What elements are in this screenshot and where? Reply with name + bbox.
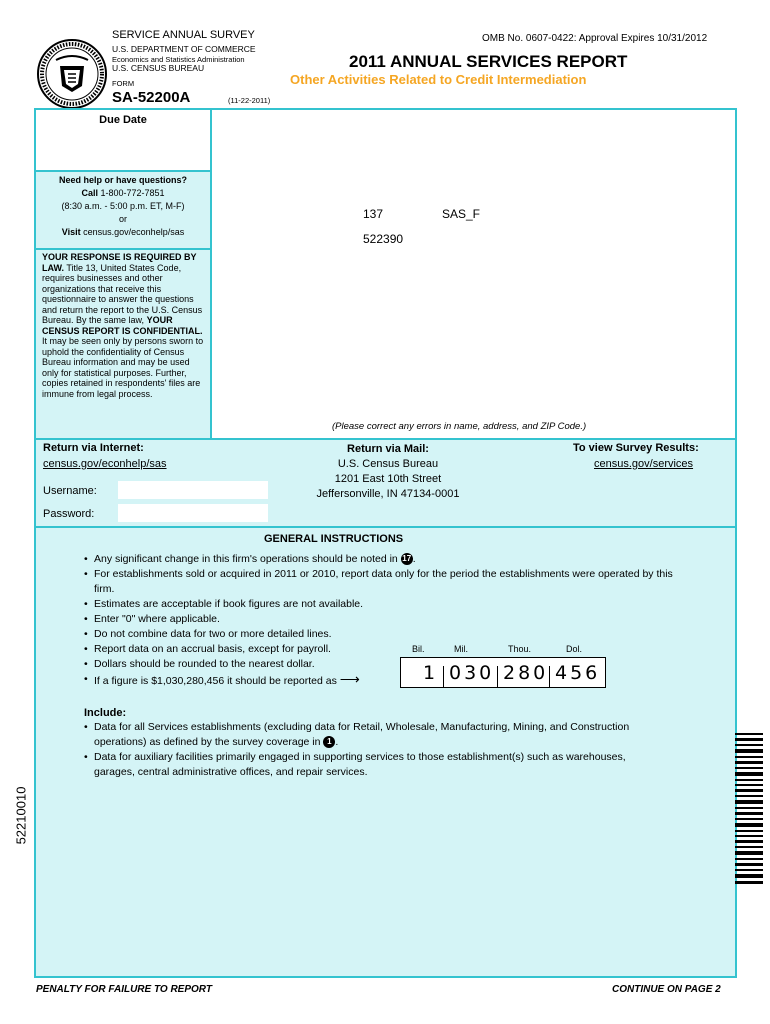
include-item: • Data for all Services establishments (excluding data for Retail, Wholesale, Manufacturing, Mining, and Construction operations) as defined by the survey coverage in 1 . (84, 720, 654, 750)
survey-results-link[interactable]: census.gov/services (594, 458, 694, 470)
col-header-bil: Bil. (412, 644, 425, 654)
commerce-seal-logo (36, 38, 108, 110)
call-label: Call (81, 188, 98, 198)
mail-address-line-3: Jeffersonville, IN 47134-0001 (316, 488, 460, 500)
mail-address-line-1: U.S. Census Bureau (337, 458, 439, 470)
return-internet-heading: Return via Internet: (43, 442, 144, 454)
help-url-link[interactable]: census.gov/econhelp/sas (83, 227, 185, 237)
instruction-item: • Estimates are acceptable if book figures are not available. (84, 597, 696, 612)
form-number: SA-52200A (112, 89, 191, 106)
instruction-item: • If a figure is $1,030,280,456 it should be reported as ⟶ (84, 672, 696, 689)
barcode-graphic (735, 733, 763, 886)
password-input[interactable] (118, 504, 268, 522)
instruction-item: • Do not combine data for two or more detailed lines. (84, 627, 696, 642)
help-phone: 1-800-772-7851 (100, 188, 165, 198)
address-correction-note: (Please correct any errors in name, address, and ZIP Code.) (332, 421, 587, 432)
instructions-heading: GENERAL INSTRUCTIONS (264, 533, 404, 545)
include-heading: Include: (84, 707, 127, 719)
instructions-section (36, 526, 735, 976)
form-date: (11-22-2011) (228, 96, 271, 105)
confidential-body-text: It may be seen only by persons sworn to uphold the confidentiality of Census Bureau information and may be used only for statistical purposes. Further, copies retained in respondents' files are immune from legal process. (42, 336, 204, 399)
instruction-item: • Dollars should be rounded to the nearest dollar. (84, 657, 696, 672)
visit-label: Visit (61, 227, 81, 237)
omb-number: OMB No. 0607-0422: Approval Expires 10/31/2012 (482, 33, 708, 44)
side-form-code: 52210010 (13, 786, 29, 845)
col-header-thou: Thou. (508, 644, 532, 654)
return-mail-heading: Return via Mail: (347, 443, 429, 455)
example-figure (400, 641, 606, 688)
instruction-item: • Enter "0" where applicable. (84, 612, 696, 627)
include-item: • Data for auxiliary facilities primarily engaged in supporting services to those establishment(s) such as warehouses, garages, central administrative offices, and repair services. (84, 750, 654, 780)
survey-name: SERVICE ANNUAL SURVEY (112, 29, 255, 41)
username-label: Username: (43, 485, 97, 497)
due-date-label: Due Date (99, 114, 147, 126)
instruction-item: • Report data on an accrual basis, except for payroll. (84, 642, 696, 657)
due-date-box (36, 110, 212, 172)
digits-dol: 456 (555, 662, 601, 684)
report-title: 2011 ANNUAL SERVICES REPORT (349, 52, 628, 71)
col-header-mil: Mil. (454, 644, 468, 654)
required-by-law-text: YOUR RESPONSE IS REQUIRED BY LAW. (42, 252, 197, 273)
return-section (36, 438, 735, 526)
help-or: or (118, 214, 127, 224)
confidential-text: YOUR CENSUS REPORT IS CONFIDENTIAL. (42, 315, 203, 336)
digits-mil: 030 (449, 662, 495, 684)
arrow-icon: ⟶ (339, 671, 360, 687)
item-1-ref-icon: 1 (323, 736, 335, 748)
digits-bil: 1 (423, 662, 439, 684)
instruction-item: • Any significant change in this firm's operations should be noted in 17 . (84, 552, 696, 567)
username-input[interactable] (118, 481, 268, 499)
department-name: U.S. DEPARTMENT OF COMMERCE (112, 44, 256, 54)
include-list (84, 720, 654, 780)
survey-results-heading: To view Survey Results: (573, 442, 699, 454)
footer-penalty: PENALTY FOR FAILURE TO REPORT (36, 984, 212, 995)
col-header-dol: Dol. (566, 644, 583, 654)
instruction-item: • For establishments sold or acquired in 2011 or 2010, report data only for the period the establishments were operated by this firm. (84, 567, 696, 597)
mail-address-line-2: 1201 East 10th Street (334, 473, 442, 485)
mailing-label-area (212, 110, 735, 438)
digits-thou: 280 (503, 662, 549, 684)
legal-notice-box (36, 248, 212, 438)
mailing-code: 522390 (363, 232, 404, 246)
bureau-name: U.S. CENSUS BUREAU (112, 63, 205, 73)
footer-continue: CONTINUE ON PAGE 2 (612, 984, 721, 995)
password-label: Password: (43, 508, 95, 520)
required-body-text: Title 13, United States Code, requires businesses and other organizations that receive this questionnaire to answer the questions and return the report to the U.S. Census Bureau. By the same law, (42, 262, 203, 325)
help-heading: Need help or have questions? (58, 175, 188, 185)
help-box (36, 172, 212, 248)
form-label: FORM (112, 79, 135, 88)
example-figure-box (400, 657, 606, 688)
mailing-id-1: 137 (363, 207, 384, 221)
administration-name: Economics and Statistics Administration (112, 54, 245, 64)
report-subtitle: Other Activities Related to Credit Intermediation (290, 72, 587, 87)
return-internet-link[interactable]: census.gov/econhelp/sas (43, 458, 167, 470)
help-hours: (8:30 a.m. - 5:00 p.m. ET, M-F) (61, 201, 185, 211)
mailing-id-2: SAS_F (442, 207, 481, 221)
item-17-ref-icon: 17 (402, 554, 412, 564)
